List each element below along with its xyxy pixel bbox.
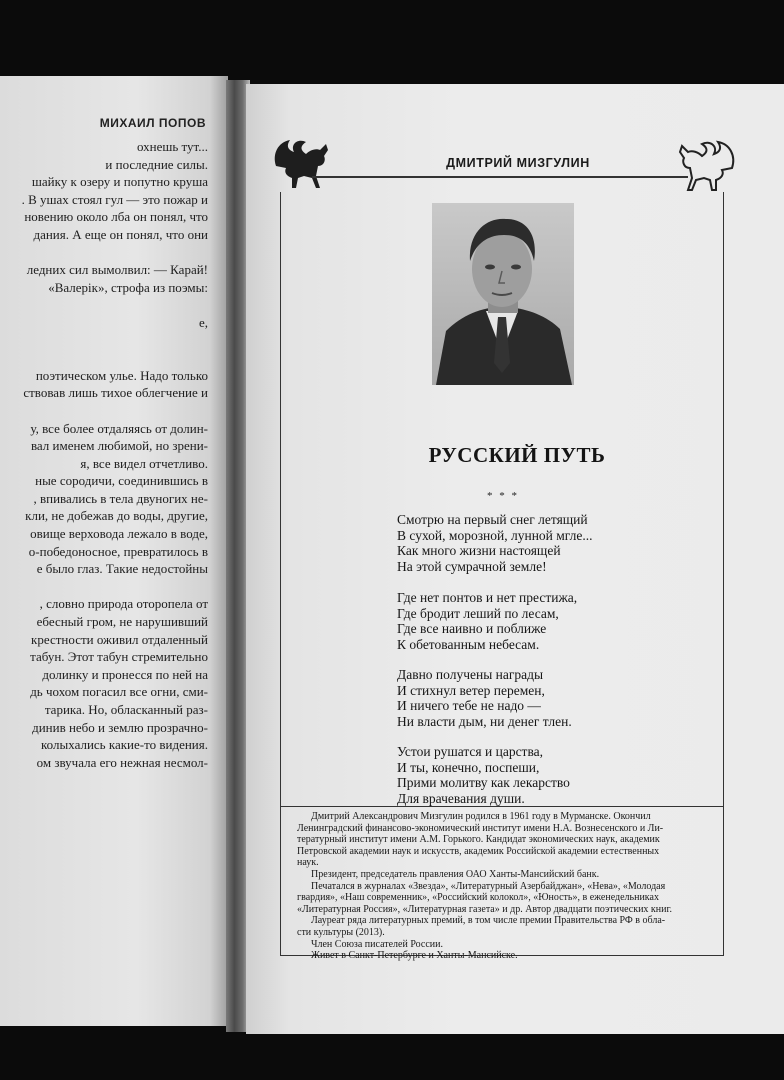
poem-verse-line: Прими молитву как лекарство — [397, 775, 570, 790]
poem-verse-line: Для врачевания души. — [397, 790, 525, 806]
author-portrait — [432, 203, 574, 385]
poem-verse-line: Где все наивно и поближе — [397, 621, 547, 636]
left-text-line: у, все более отдаляясь от долин- — [30, 420, 208, 436]
left-text-line — [0, 402, 208, 420]
bio-line: «Литературная Россия», «Литературная газета» и др. Автор двадцати поэтических книг. — [297, 903, 672, 915]
poem-verse-line: И ничего тебе не надо — — [397, 698, 541, 713]
left-text-line — [0, 244, 208, 262]
bio-line: Петровской академии наук и искусств, академик Российской академии естественных — [297, 845, 660, 857]
left-text-line: динив небо и землю прозрачно- — [32, 719, 208, 735]
poem-verse-line: И стихнул ветер перемен, — [397, 682, 545, 698]
left-text-line: крестности оживил отдаленный — [31, 631, 208, 647]
left-text-line: . В ушах стоял гул — это пожар и — [21, 191, 208, 207]
winged-horse-icon — [676, 138, 738, 194]
left-text-line: ствовав лишь тихое облегчение и — [23, 385, 208, 401]
left-page — [0, 76, 228, 1026]
left-text-line — [0, 296, 208, 314]
bio-line: тературный институт имени А.М. Горького. Кандидат экономических наук, академик — [297, 834, 660, 846]
left-text-line: вал именем любимой, но зрени- — [30, 438, 208, 454]
left-text-line: поэтическом улье. Надо только — [35, 367, 208, 383]
left-text-line: кли, не добежав до воды, другие, — [25, 508, 208, 524]
bio-line: сти культуры (2013). — [297, 926, 385, 938]
left-text-line: е, — [198, 314, 208, 330]
left-text-line: е было глаз. Такие недостойны — [36, 561, 208, 577]
header-rule — [312, 176, 330, 178]
left-text-line: колыхались какие-то видения. — [41, 737, 208, 753]
left-text-line: дь чохом погасил все огни, сми- — [30, 684, 208, 700]
poem-verse-line: Ни власти дым, ни денег тлен. — [397, 713, 572, 729]
left-text-line: ные сородичи, соединившись в — [35, 473, 208, 489]
poem-verse-line: На этой сумрачной земле! — [397, 558, 547, 574]
poem-verse-line: Где нет понтов и нет престижа, — [397, 590, 578, 605]
bio-line: Лауреат ряда литературных премий, в том числе премии Правительства РФ в обла- — [311, 915, 666, 927]
poem-verse-line: В сухой, морозной, лунной мгле... — [397, 527, 593, 543]
poem-verse-line: Где бродит леший по лесам, — [397, 605, 559, 621]
bio-line: Печатался в журналах «Звезда», «Литературный Азербайджан», «Нева», «Молодая — [311, 880, 666, 892]
bio-line: Президент, председатель правления ОАО Ханты-Мансийский банк. — [311, 868, 600, 880]
left-text-line: шайку к озеру и попутно круша — [31, 174, 208, 190]
poem-verse-line: Смотрю на первый снег летящий — [397, 512, 588, 527]
poem-verse-line: И ты, конечно, поспеши, — [397, 759, 540, 775]
left-text-line: я, все видел отчетливо. — [80, 455, 208, 471]
left-text-line: ледних сил вымолвил: — Карай! — [26, 262, 208, 278]
left-text-line: тарика. Но, обласканный раз- — [44, 702, 208, 717]
winged-horse-icon — [270, 136, 332, 194]
poem-verse-line: К обетованным небесам. — [397, 636, 540, 652]
left-text-line: , словно природа оторопела от — [39, 596, 208, 612]
left-text-line: ом звучала его нежная несмол- — [36, 754, 208, 770]
left-text-line: табун. Этот табун стремительно — [30, 649, 208, 665]
left-text-line: и последние силы. — [105, 156, 208, 172]
poem-title: РУССКИЙ ПУТЬ — [428, 443, 606, 467]
bio-line: Живет в Санкт-Петербурге и Ханты-Мансийске. — [311, 950, 518, 962]
poem-verse-line: Устои рушатся и царства, — [397, 744, 544, 759]
bio-line: Ленинградский финансово-экономический институт имени Н.А. Вознесенского и Ли- — [297, 822, 664, 834]
left-text-line: овище верховода лежало в воде, — [30, 526, 208, 542]
left-text-line — [0, 349, 208, 367]
poem-verse-line: Давно получены награды — [397, 667, 544, 682]
left-text-line: ебесный гром, не нарушивший — [36, 614, 208, 630]
poem-stanza — [397, 667, 717, 729]
bio-line: Дмитрий Александрович Мизгулин родился в 1961 году в Мурманске. Окончил — [311, 811, 651, 822]
bio-line: Член Союза писателей России. — [311, 938, 443, 950]
left-text-line: , впивались в тела двуногих не- — [33, 490, 208, 506]
bio-line: наук. — [297, 857, 319, 869]
poem-stanza — [397, 590, 717, 652]
left-text-line — [0, 578, 208, 596]
poem-stanza — [397, 512, 717, 574]
poem-stanza — [397, 744, 717, 806]
left-text-line: новению около лба он понял, что — [24, 209, 208, 225]
right-running-head: ДМИТРИЙ МИЗГУЛИН — [446, 156, 590, 170]
header-rule — [330, 176, 688, 178]
left-text-line: охнешь тут... — [136, 139, 208, 154]
bio-line: гвардия», «Наш современник», «Российский колокол», «Юность», в еженедельниках — [297, 892, 659, 904]
left-text-line: дания. А еще он понял, что они — [33, 226, 208, 242]
left-running-head: МИХАИЛ ПОПОВ — [99, 116, 206, 130]
left-text-line: «Валерiк», строфа из поэмы: — [48, 279, 208, 295]
author-bio — [297, 811, 717, 962]
poem-verse-line: Как много жизни настоящей — [397, 543, 561, 558]
left-text-line: долинку и пронесся по ней на — [42, 666, 208, 682]
left-text-line — [0, 332, 208, 350]
poem-separator: * * * — [487, 490, 519, 502]
left-text-line: о-победоносное, превратилось в — [28, 543, 208, 559]
left-page-text — [0, 138, 208, 771]
